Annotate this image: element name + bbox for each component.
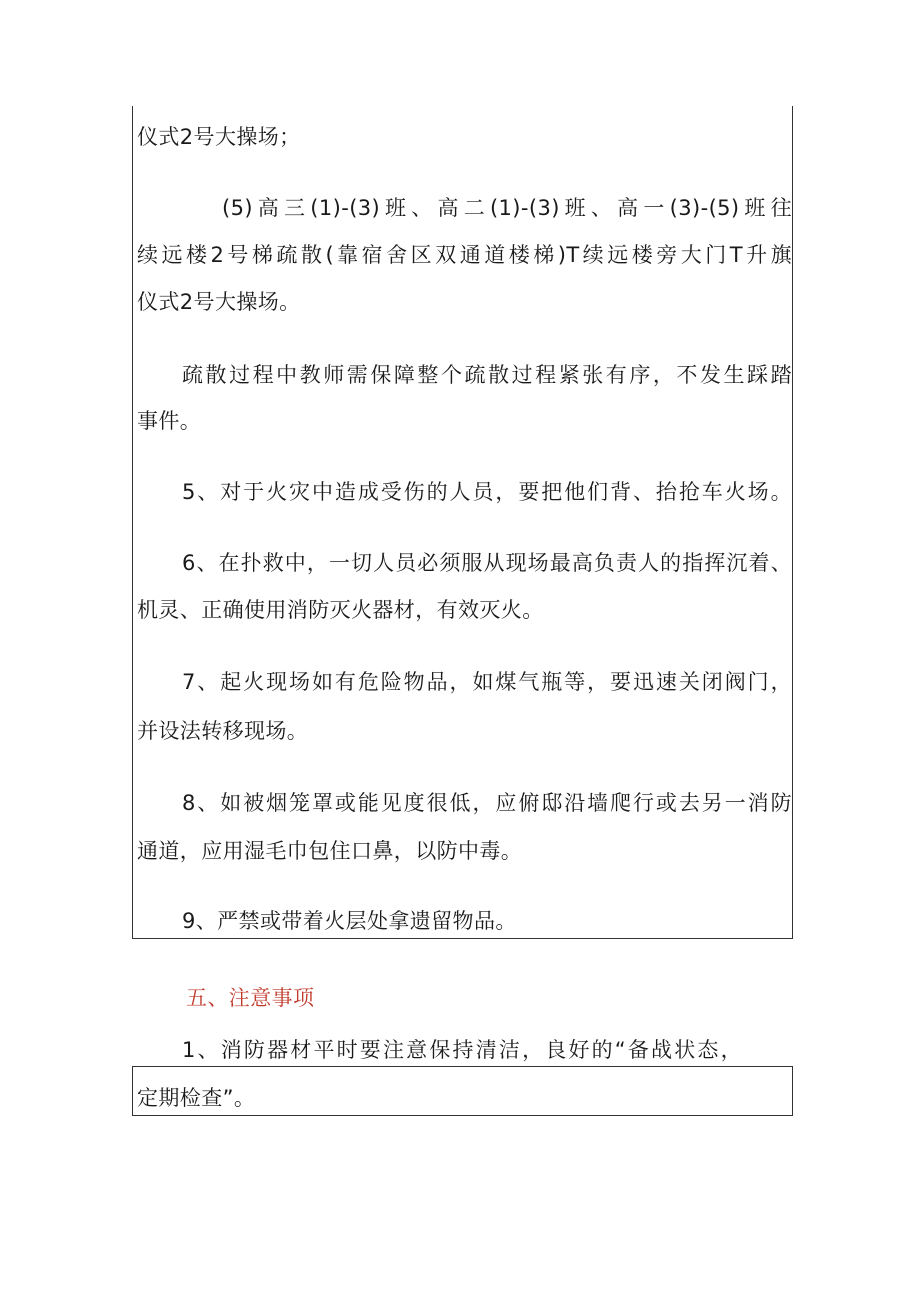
paragraph-line: 机灵、正确使用消防灭火器材，有效灭火。 xyxy=(137,598,544,622)
list-item: 5、对于火灾中造成受伤的人员，要把他们背、抬抢车火场。 xyxy=(182,480,792,504)
paragraph-line: 定期检查”。 xyxy=(137,1086,256,1110)
paragraph-line: 事件。 xyxy=(137,409,202,433)
paragraph-line: 并设法转移现场。 xyxy=(137,719,309,743)
paragraph-line: 续远楼2号梯疏散(靠宿舍区双通道楼梯)T续远楼旁大门T升旗 xyxy=(137,243,792,267)
paragraph-line: 通道，应用湿毛巾包住口鼻，以防中毒。 xyxy=(137,839,523,863)
list-item: 1、消防器材平时要注意保持清洁，良好的“备战状态， xyxy=(182,1038,742,1062)
paragraph-line: 仪式2号大操场； xyxy=(137,125,301,149)
list-item: 8、如被烟笼罩或能见度很低，应俯邸沿墙爬行或去另一消防 xyxy=(182,791,792,815)
list-item: 6、在扑救中，一切人员必须服从现场最高负责人的指挥沉着、 xyxy=(182,551,792,575)
section-heading: 五、注意事项 xyxy=(186,986,315,1010)
paragraph-line: (5)高三(1)-(3)班、高二(1)-(3)班、高一(3)-(5)班往 xyxy=(222,196,792,220)
list-item: 7、起火现场如有危险物品，如煤气瓶等，要迅速关闭阀门， xyxy=(182,670,792,694)
paragraph-line: 疏散过程中教师需保障整个疏散过程紧张有序，不发生踩踏 xyxy=(182,363,792,387)
list-item: 9、严禁或带着火层处拿遗留物品。 xyxy=(182,909,517,933)
paragraph-line: 仪式2号大操场。 xyxy=(137,290,301,314)
